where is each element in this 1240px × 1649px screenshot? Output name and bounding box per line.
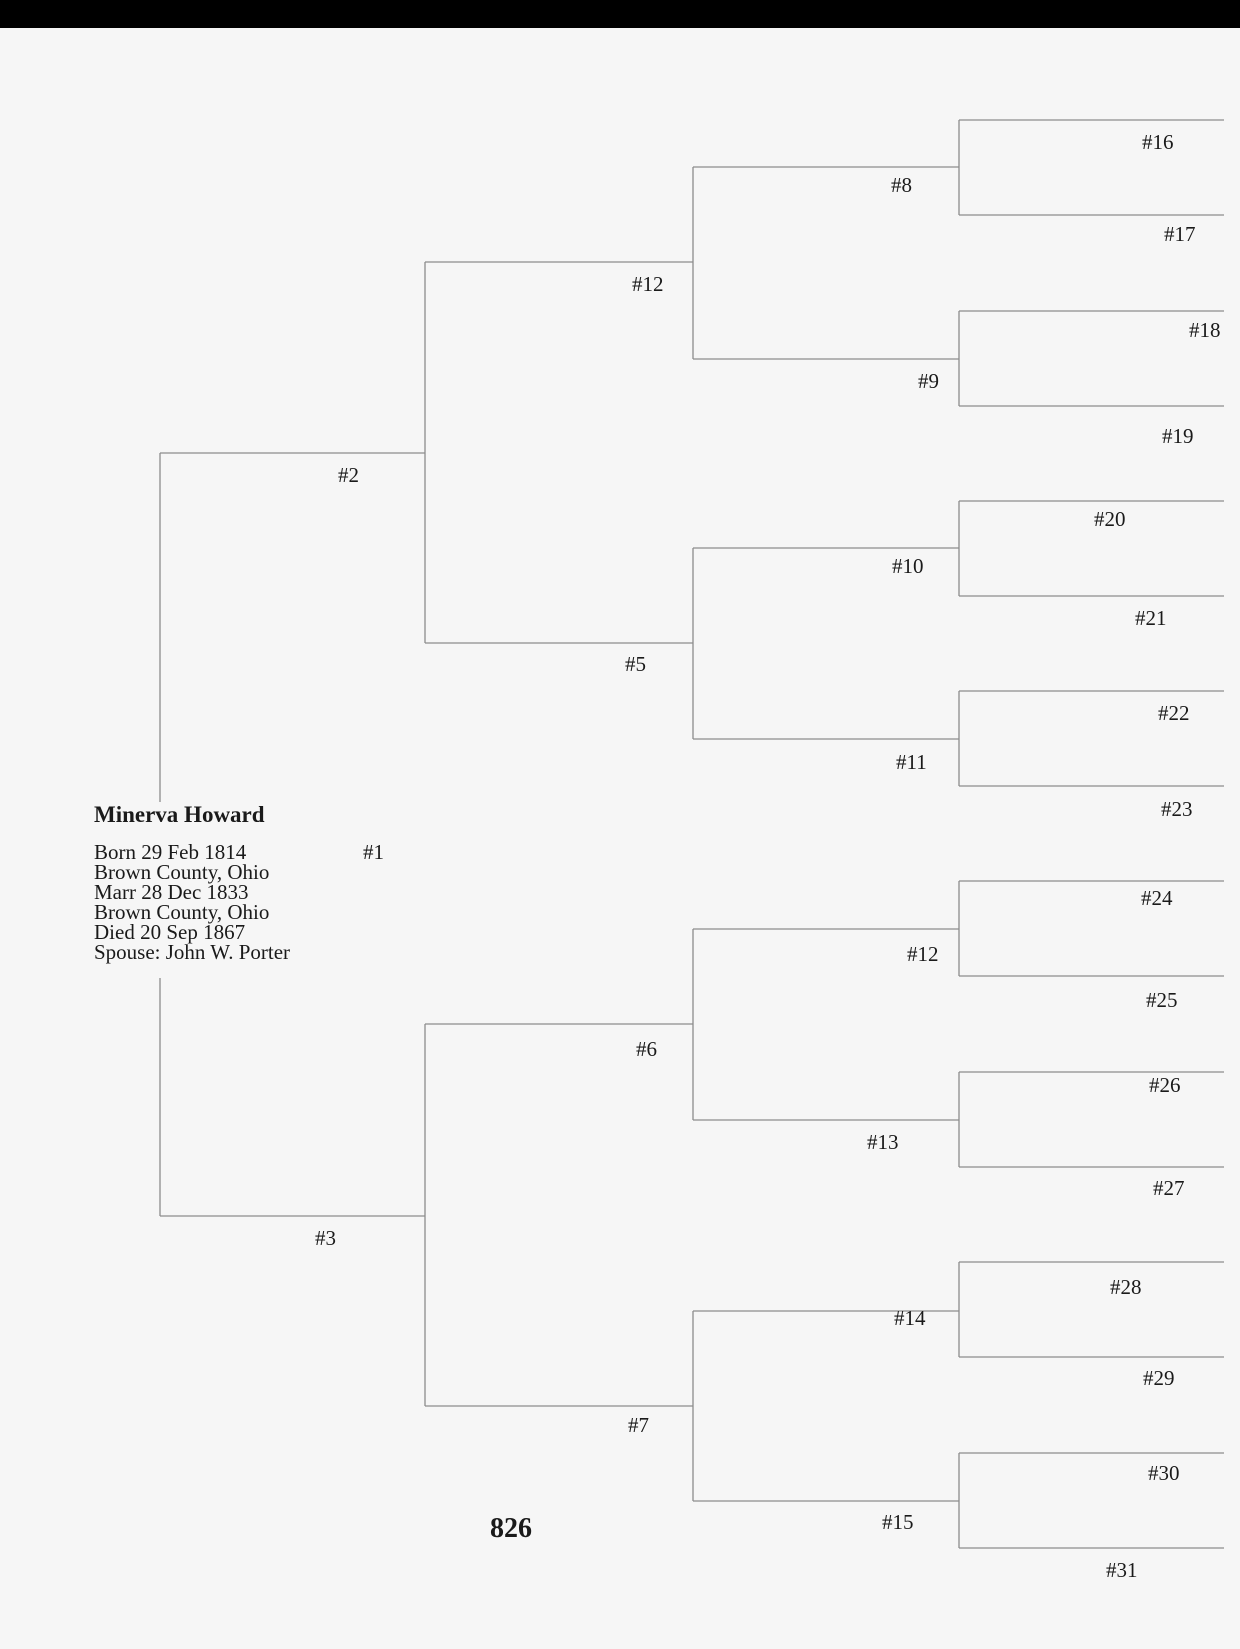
label-n24: #24 [1141, 886, 1173, 910]
label-n6: #6 [636, 1037, 657, 1061]
person-box [88, 802, 324, 968]
branch-4 [693, 167, 959, 359]
label-n16: #16 [1142, 130, 1174, 154]
label-n29: #29 [1143, 1366, 1175, 1390]
label-n19: #19 [1162, 424, 1194, 448]
label-n15: #15 [882, 1510, 914, 1534]
label-n14: #14 [894, 1306, 926, 1330]
person-detail: Brown County, Ohio [94, 860, 270, 884]
label-n12: #12 [907, 942, 939, 966]
label-n25: #25 [1146, 988, 1178, 1012]
person-detail: Died 20 Sep 1867 [94, 920, 246, 944]
person-detail: Brown County, Ohio [94, 900, 270, 924]
person-detail: Marr 28 Dec 1833 [94, 880, 249, 904]
branch-9 [959, 311, 1224, 406]
label-n22: #22 [1158, 701, 1190, 725]
branch-10 [959, 501, 1224, 596]
label-n27: #27 [1153, 1176, 1185, 1200]
label-n3: #3 [315, 1226, 336, 1250]
branch-7 [693, 1311, 959, 1501]
label-n28: #28 [1110, 1275, 1142, 1299]
label-n31: #31 [1106, 1558, 1138, 1582]
page-number: 826 [490, 1513, 532, 1544]
branch-3 [425, 1024, 693, 1406]
label-n21: #21 [1135, 606, 1167, 630]
person-detail: Born 29 Feb 1814 [94, 840, 247, 864]
label-n1: #1 [363, 840, 384, 864]
label-n23: #23 [1161, 797, 1193, 821]
label-n11: #11 [896, 750, 927, 774]
label-n13: #13 [867, 1130, 899, 1154]
label-n10: #10 [892, 554, 924, 578]
label-n5: #5 [625, 652, 646, 676]
person-detail: Spouse: John W. Porter [94, 940, 291, 964]
label-n7: #7 [628, 1413, 649, 1437]
branch-14 [959, 1262, 1224, 1357]
label-n17: #17 [1164, 222, 1196, 246]
person-name: Minerva Howard [94, 802, 265, 827]
label-n20: #20 [1094, 507, 1126, 531]
label-n2: #2 [338, 463, 359, 487]
branch-12 [959, 881, 1224, 976]
label-n26: #26 [1149, 1073, 1181, 1097]
label-n9: #9 [918, 369, 939, 393]
label-n30: #30 [1148, 1461, 1180, 1485]
label-n8: #8 [891, 173, 912, 197]
label-n4: #12 [632, 272, 664, 296]
branch-13 [959, 1072, 1224, 1167]
branch-15 [959, 1453, 1224, 1548]
branch-2 [425, 262, 693, 643]
label-n18: #18 [1189, 318, 1221, 342]
branch-8 [959, 120, 1224, 215]
